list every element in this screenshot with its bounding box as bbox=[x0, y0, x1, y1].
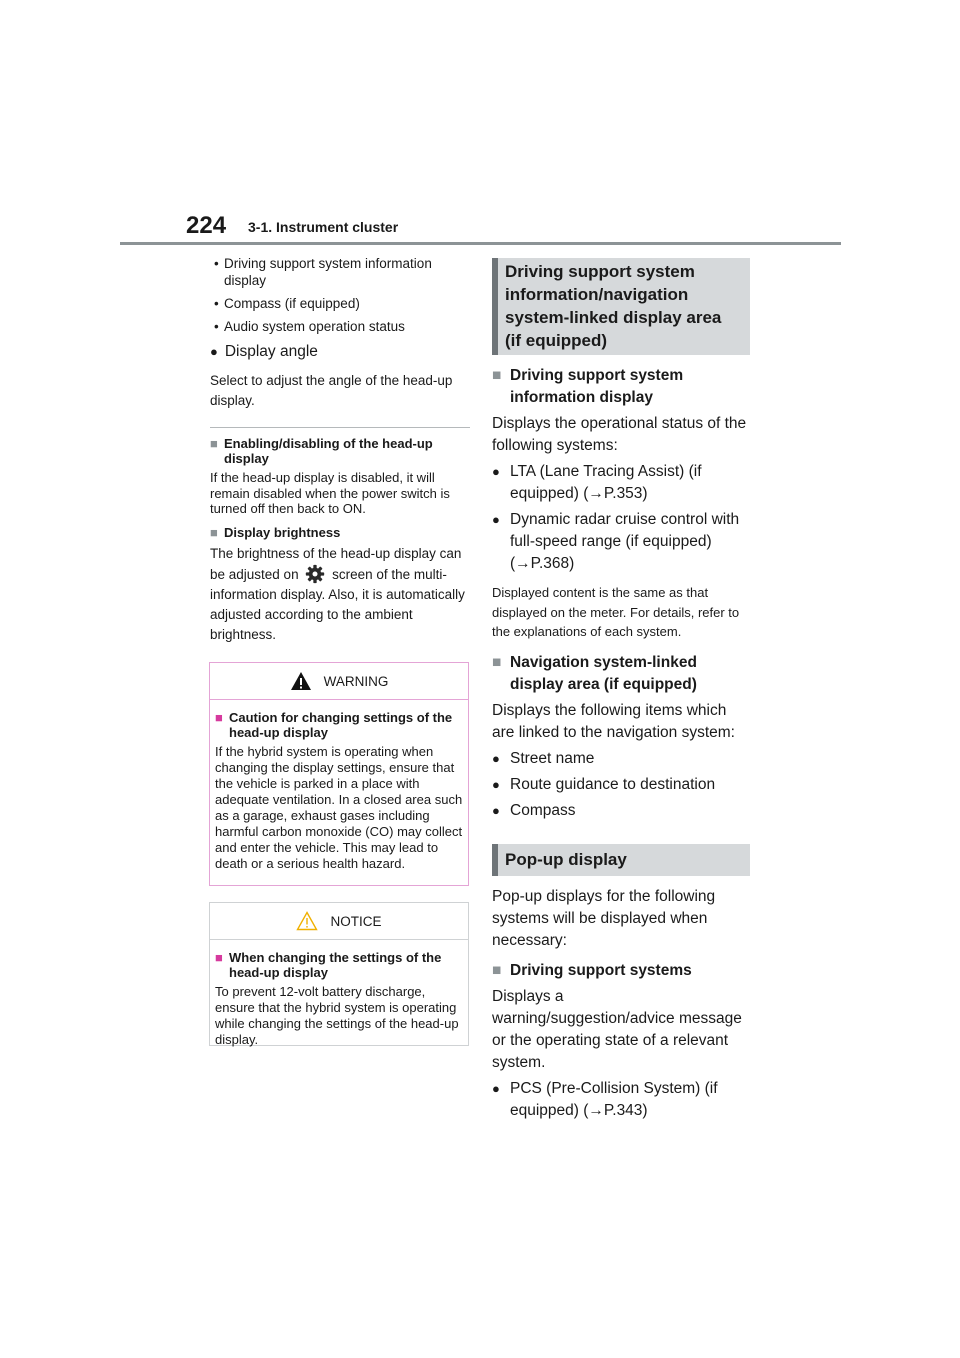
notice-text: To prevent 12-volt battery discharge, ensure that the hybrid system is operating while changing the settings of the head-up display. bbox=[215, 984, 459, 1047]
list-item: ● Route guidance to destination bbox=[492, 775, 716, 793]
divider bbox=[210, 427, 470, 428]
warning-triangle-icon bbox=[290, 671, 312, 691]
gear-icon bbox=[305, 564, 325, 584]
dsys-heading: ■ Driving support systems bbox=[492, 961, 692, 979]
warning-text: If the hybrid system is operating when changing the display settings, ensure that the vehicle is parked in a place with adequate ventilation. In a closed area such as a garage, exhaust gases including harmful carbon monoxide (CO) may collect and enter the vehicle. This may lead to death or a serious health hazard. bbox=[215, 744, 463, 871]
section-banner: Driving support system information/navigation system-linked display area (if equipped) bbox=[492, 258, 750, 355]
list-item: ● PCS (Pre-Collision System) (if equipped) (→P.343) bbox=[492, 1079, 718, 1119]
enabling-text: If the head-up display is disabled, it will remain disabled when the power switch is turned off then back to ON. bbox=[210, 470, 450, 516]
list-item: ● Compass bbox=[492, 801, 576, 819]
warning-header bbox=[210, 663, 468, 700]
dss-note: Displayed content is the same as that displayed on the meter. For details, refer to the explanations of each system. bbox=[492, 585, 740, 639]
popup-banner: Pop-up display bbox=[492, 844, 750, 876]
nav-text: Displays the following items which are linked to the navigation system: bbox=[492, 701, 735, 741]
popup-text: Pop-up displays for the following systems will be displayed when necessary: bbox=[492, 887, 716, 949]
dss-heading: ■ Driving support system information display bbox=[492, 367, 684, 406]
section-title: 3-1. Instrument cluster bbox=[248, 219, 399, 235]
warning-box bbox=[209, 662, 469, 886]
notice-box bbox=[209, 902, 469, 1046]
list-item: ● LTA (Lane Tracing Assist) (if equipped) (→P.353) bbox=[492, 463, 702, 502]
header-rule bbox=[120, 242, 841, 245]
display-angle-text: Select to adjust the angle of the head-up display. bbox=[210, 373, 453, 408]
list-item: • Compass (if equipped) bbox=[214, 296, 360, 311]
dsys-text: Displays a warning/suggestion/advice message or the operating state of a relevant system. bbox=[492, 987, 742, 1071]
notice-header bbox=[210, 903, 468, 940]
right-column bbox=[492, 258, 750, 1126]
notice-label: NOTICE bbox=[330, 913, 382, 929]
left-column bbox=[210, 255, 470, 645]
list-item: • Audio system operation status bbox=[214, 319, 405, 334]
nav-heading: ■ Navigation system-linked display area (if equipped) bbox=[492, 653, 697, 693]
page-number: 224 bbox=[186, 212, 227, 239]
notice-triangle-icon bbox=[296, 911, 318, 931]
warning-body bbox=[210, 700, 468, 872]
list-item: ● Street name bbox=[492, 749, 595, 767]
brightness-heading: ■ Display brightness bbox=[210, 524, 341, 540]
display-angle-heading: ● Display angle bbox=[210, 343, 318, 360]
warning-label: WARNING bbox=[323, 673, 389, 689]
notice-body bbox=[210, 940, 468, 1048]
enabling-heading: ■ Enabling/disabling of the head-up display bbox=[210, 436, 433, 466]
notice-heading: ■ When changing the settings of the head-up display bbox=[215, 950, 442, 980]
warning-heading: ■ Caution for changing settings of the head-up display bbox=[215, 710, 453, 740]
brightness-text: The brightness of the head-up display can be adjusted on screen of the multi-information display. Also, it is automatically adjusted according to the ambient brightness. bbox=[210, 545, 465, 642]
list-item: ● Dynamic radar cruise control with full-speed range (if equipped) (→P.368) bbox=[492, 511, 740, 572]
list-item: • Driving support system information display bbox=[214, 256, 432, 288]
dss-text: Displays the operational status of the following systems: bbox=[492, 415, 747, 454]
